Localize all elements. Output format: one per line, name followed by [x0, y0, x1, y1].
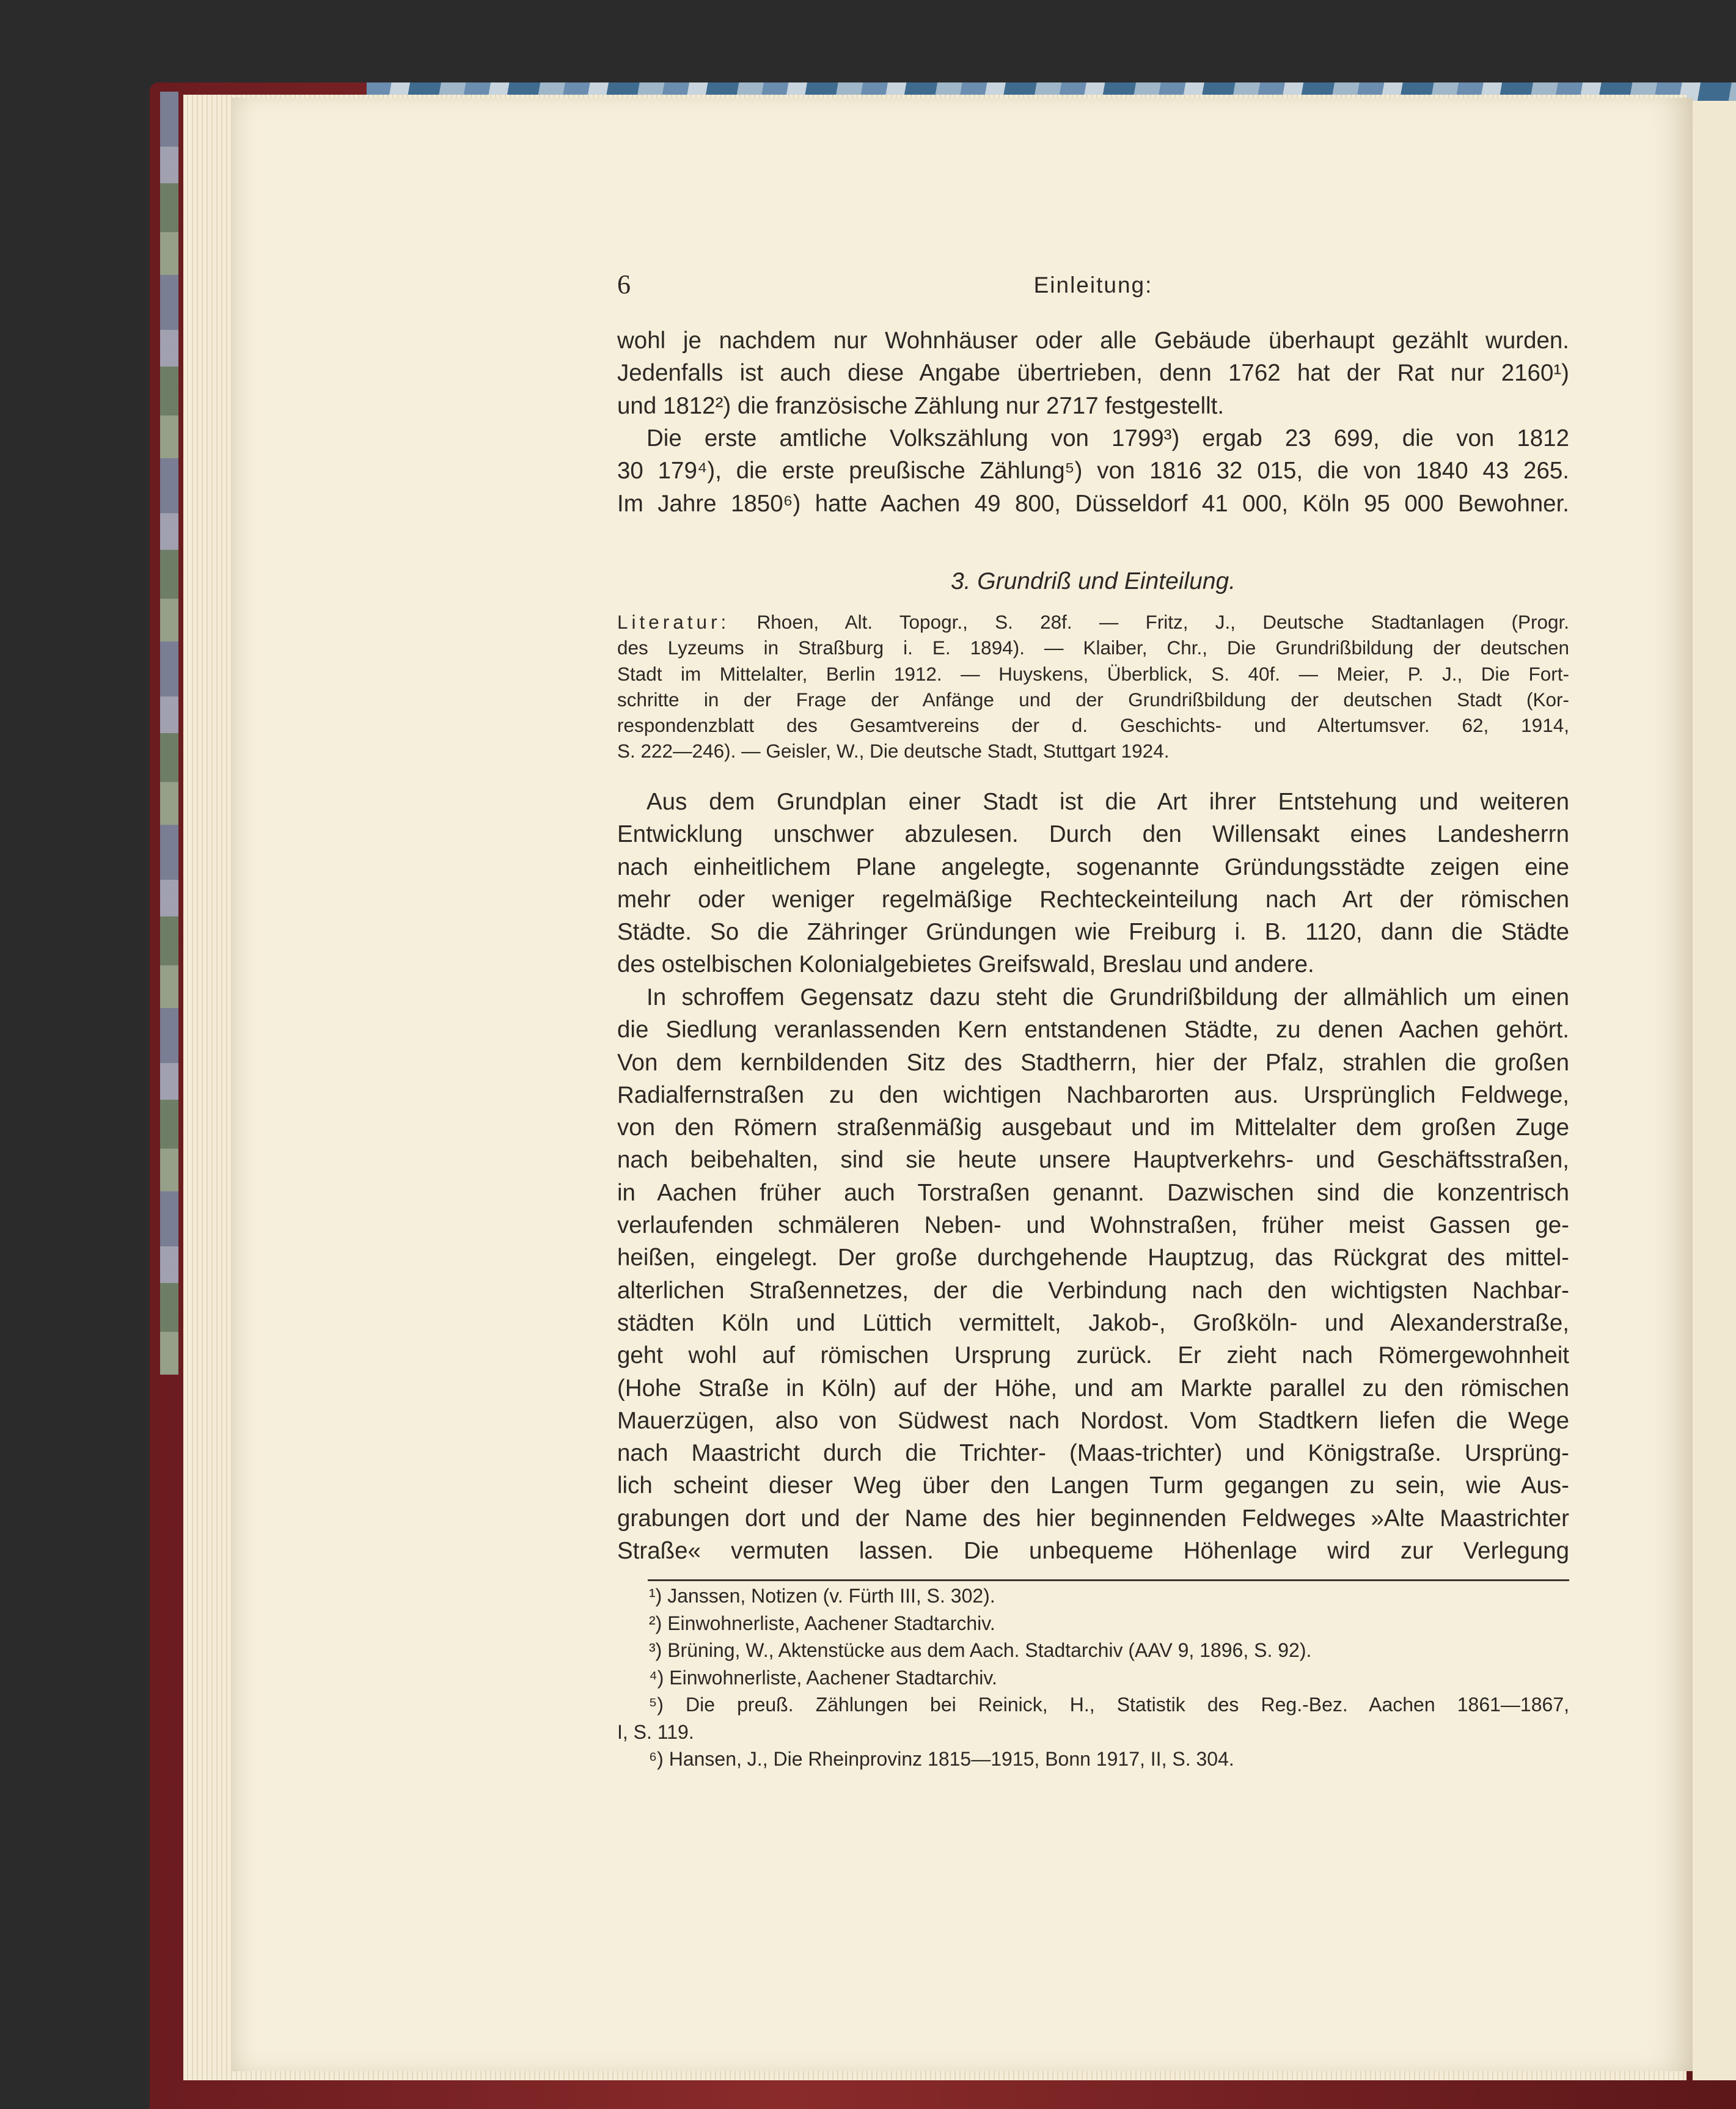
footnote-6: ⁶) Hansen, J., Die Rheinprovinz 1815—1915, Bonn 1917, II, S. 304. — [649, 1748, 1234, 1770]
text-line: alterlichen Straßennetzes, der die Verbindung nach den wichtigsten Nachbar- — [617, 1277, 1569, 1304]
facing-page-edge — [1693, 101, 1736, 2080]
text-line: des Lyzeums in Straßburg i. E. 1894). — Klaiber, Chr., Die Grundrißbildung der deutschen — [617, 637, 1569, 659]
footnote-4: ⁴) Einwohnerliste, Aachener Stadtarchiv. — [649, 1666, 997, 1689]
text-line: städten Köln und Lüttich vermittelt, Jakob-, Großköln- und Alexanderstraße, — [617, 1309, 1569, 1336]
footnote-1: ¹) Janssen, Notizen (v. Fürth III, S. 302). — [649, 1585, 995, 1607]
section-heading: 3. Grundriß und Einteilung. — [950, 568, 1236, 594]
text-line: Im Jahre 1850⁶) hatte Aachen 49 800, Düsseldorf 41 000, Köln 95 000 Bewohner. — [617, 490, 1569, 517]
text-line: schritte in der Frage der Anfänge und der Grundrißbildung der deutschen Stadt (Kor- — [617, 688, 1569, 711]
text-line: nach Maastricht durch die Trichter- (Maas-trichter) und Königstraße. Ursprüng- — [617, 1440, 1569, 1467]
text-line: Städte. So die Zähringer Gründungen wie Freiburg i. B. 1120, dann die Städte — [617, 919, 1569, 946]
text-line: Entwicklung unschwer abzulesen. Durch den Willensakt eines Landesherrn — [617, 821, 1569, 848]
footnote-3: ³) Brüning, W., Aktenstücke aus dem Aach. Stadtarchiv (AAV 9, 1896, S. 92). — [649, 1639, 1312, 1661]
footnote-rule — [648, 1579, 1569, 1581]
running-title: Einleitung: — [1033, 272, 1153, 298]
text-line: geht wohl auf römischen Ursprung zurück. Er zieht nach Römergewohnheit — [617, 1342, 1569, 1369]
text-line: in Aachen früher auch Torstraßen genannt. Dazwischen sind die konzentrisch — [617, 1179, 1569, 1206]
text-line: Radialfernstraßen zu den wichtigen Nachbarorten aus. Ursprünglich Feldwege, — [617, 1081, 1569, 1108]
page-number: 6 — [617, 269, 631, 299]
paragraph-2 — [617, 422, 1569, 520]
text-line: Stadt im Mittelalter, Berlin 1912. — Huyskens, Überblick, S. 40f. — Meier, P. J., Die Fort- — [617, 662, 1569, 685]
text-line: grabungen dort und der Name des hier beginnenden Feldweges »Alte Maastrichter — [617, 1505, 1569, 1532]
text-line: des ostelbischen Kolonialgebietes Greifswald, Breslau und andere. — [617, 951, 1314, 978]
footnote-2: ²) Einwohnerliste, Aachener Stadtarchiv. — [649, 1612, 995, 1634]
text-line: (Hohe Straße in Köln) auf der Höhe, und am Markte parallel zu den römischen — [617, 1375, 1569, 1402]
text-line: Die erste amtliche Volkszählung von 1799³) ergab 23 699, die von 1812 — [646, 425, 1569, 451]
text-line: heißen, eingelegt. Der große durchgehende Hauptzug, das Rückgrat des mittel- — [617, 1245, 1569, 1271]
text-line: S. 222—246). — Geisler, W., Die deutsche Stadt, Stuttgart 1924. — [617, 740, 1170, 762]
text-line: Mauerzügen, also von Südwest nach Nordost. Vom Stadtkern liefen die Wege — [617, 1407, 1569, 1434]
footnotes — [617, 1582, 1569, 1773]
text-line: nach beibehalten, sind sie heute unsere Hauptverkehrs- und Geschäftsstraßen, — [617, 1147, 1569, 1174]
text-line: Aus dem Grundplan einer Stadt ist die Art ihrer Entstehung und weiteren — [646, 789, 1569, 815]
paragraph-4 — [617, 981, 1569, 1567]
literature-text: Rhoen, Alt. Topogr., S. 28f. — Fritz, J., Deutsche Stadtanlagen (Progr. — [730, 611, 1569, 633]
text-line: Jedenfalls ist auch diese Angabe übertrieben, denn 1762 hat der Rat nur 2160¹) — [617, 360, 1569, 387]
running-head — [617, 269, 1569, 305]
footnote-5: ⁵) Die preuß. Zählungen bei Reinick, H., Statistik des Reg.-Bez. Aachen 1861—1867, — [649, 1694, 1569, 1716]
text-line: und 1812²) die französische Zählung nur 2717 festgestellt. — [617, 392, 1225, 419]
text-line: verlaufenden schmäleren Neben- und Wohnstraßen, früher meist Gassen ge- — [617, 1212, 1569, 1239]
text-line: die Siedlung veranlassenden Kern entstandenen Städte, zu denen Aachen gehört. — [617, 1017, 1569, 1044]
text-line: wohl je nachdem nur Wohnhäuser oder alle Gebäude überhaupt gezählt wurden. — [617, 327, 1569, 354]
text-line — [617, 609, 1569, 635]
literature-label: Literatur: — [617, 611, 730, 633]
text-line: Von dem kernbildenden Sitz des Stadtherrn, hier der Pfalz, strahlen die großen — [617, 1049, 1569, 1076]
text-line: respondenzblatt des Gesamtvereins der d. Geschichts- und Altertumsver. 62, 1914, — [617, 714, 1569, 737]
literature-block — [617, 609, 1569, 764]
footnote-5-cont: I, S. 119. — [617, 1720, 694, 1743]
text-line: In schroffem Gegensatz dazu steht die Grundrißbildung der allmählich um einen — [646, 984, 1569, 1011]
paragraph-1 — [617, 324, 1569, 422]
text-line: Straße« vermuten lassen. Die unbequeme Höhenlage wird zur Verlegung — [617, 1538, 1569, 1565]
text-line: mehr oder weniger regelmäßige Rechteckeinteilung nach Art der römischen — [617, 886, 1569, 913]
text-line: nach einheitlichem Plane angelegte, sogenannte Gründungsstädte zeigen eine — [617, 853, 1569, 880]
marbled-endpaper-side — [160, 92, 178, 1375]
text-line: von den Römern straßenmäßig ausgebaut und im Mittelalter dem großen Zuge — [617, 1114, 1569, 1141]
text-line: 30 179⁴), die erste preußische Zählung⁵) von 1816 32 015, die von 1840 43 265. — [617, 458, 1569, 484]
text-line: lich scheint dieser Weg über den Langen Turm gegangen zu sein, wie Aus- — [617, 1472, 1569, 1499]
paragraph-3 — [617, 786, 1569, 981]
